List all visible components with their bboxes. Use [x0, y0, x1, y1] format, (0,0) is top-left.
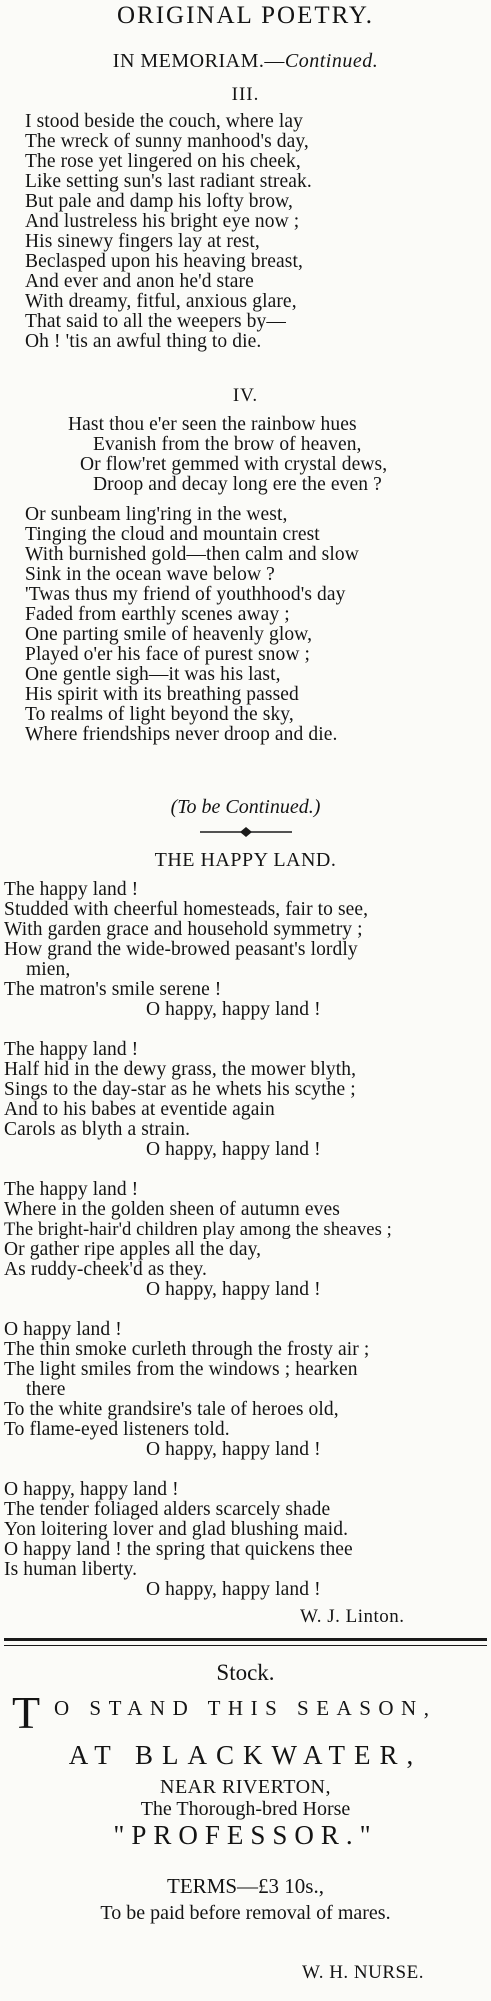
- section-heading-stock: Stock.: [216, 1660, 275, 1685]
- verse-line: The happy land !: [4, 1039, 139, 1060]
- verse-line: there: [26, 1379, 66, 1400]
- advert-near: NEAR RIVERTON,: [160, 1776, 331, 1798]
- poem-title-happy-land: THE HAPPY LAND.: [154, 849, 337, 871]
- advert-signature: W. H. NURSE.: [302, 1962, 424, 1983]
- verse-line: Oh ! 'tis an awful thing to die.: [25, 331, 262, 352]
- verse-line: Played o'er his face of purest snow ;: [25, 644, 311, 665]
- verse-line: Or gather ripe apples all the day,: [4, 1239, 262, 1260]
- verse-line: To realms of light beyond the sky,: [25, 704, 294, 725]
- advert-line-1: O STAND THIS SEASON,: [54, 1696, 437, 1720]
- verse-line: Studded with cheerful homesteads, fair to see,: [4, 899, 369, 920]
- poem-title-memoriam: [0, 50, 491, 73]
- verse-line: Half hid in the dewy grass, the mower blyth,: [4, 1059, 357, 1080]
- verse-line: mien,: [26, 959, 71, 980]
- verse-line: But pale and damp his lofty brow,: [25, 191, 293, 212]
- verse-line: With garden grace and household symmetry ;: [4, 919, 363, 940]
- verse-line: Hast thou e'er seen the rainbow hues: [68, 414, 357, 435]
- verse-line: Or flow'ret gemmed with crystal dews,: [80, 454, 388, 475]
- verse-line: And lustreless his bright eye now ;: [25, 211, 300, 232]
- verse-line: His sinewy fingers lay at rest,: [25, 231, 260, 252]
- verse-line: Sink in the ocean wave below ?: [25, 564, 275, 585]
- verse-line: I stood beside the couch, where lay: [25, 111, 304, 132]
- advert-terms: TERMS—£3 10s.,: [167, 1874, 324, 1898]
- verse-line: How grand the wide-browed peasant's lordly: [4, 939, 358, 960]
- verse-line: Evanish from the brow of heaven,: [93, 434, 362, 455]
- poem-title-continued: Continued.: [284, 50, 379, 72]
- double-rule-bottom: [4, 1645, 487, 1646]
- verse-line: And ever and anon he'd stare: [25, 271, 254, 292]
- ornament-divider: [200, 826, 292, 838]
- advert-horse-name: "PROFESSOR.": [113, 1820, 378, 1850]
- verse-line: Is human liberty.: [4, 1559, 138, 1580]
- verse-line: And to his babes at eventide again: [4, 1099, 275, 1120]
- verse-line: Like setting sun's last radiant streak.: [25, 171, 312, 192]
- advert-horse-type: The Thorough-bred Horse: [140, 1798, 351, 1820]
- verse-line: To the white grandsire's tale of heroes old,: [4, 1399, 339, 1420]
- verse-line: The light smiles from the windows ; hearken: [4, 1359, 358, 1380]
- verse-line: O happy land ! the spring that quickens thee: [4, 1539, 353, 1560]
- verse-line: To flame-eyed listeners told.: [4, 1419, 230, 1440]
- section-numeral-iii: III.: [231, 84, 260, 105]
- verse-line: Beclasped upon his heaving breast,: [25, 251, 303, 272]
- advert-location: AT BLACKWATER,: [68, 1740, 423, 1770]
- verse-refrain: O happy, happy land !: [146, 1139, 321, 1160]
- verse-line: Where in the golden sheen of autumn eves: [4, 1199, 340, 1220]
- section-numeral-iv: IV.: [232, 385, 259, 406]
- verse-line: Droop and decay long ere the even ?: [93, 474, 382, 495]
- verse-line: Sings to the day-star as he whets his scythe ;: [4, 1079, 356, 1100]
- double-rule-top: [4, 1638, 487, 1641]
- verse-line: The matron's smile serene !: [4, 979, 222, 1000]
- verse-line: As ruddy-cheek'd as they.: [4, 1259, 207, 1280]
- verse-line: With dreamy, fitful, anxious glare,: [25, 291, 297, 312]
- poem-author: W. J. Linton.: [300, 1606, 405, 1627]
- verse-line: His spirit with its breathing passed: [25, 684, 299, 705]
- verse-refrain: O happy, happy land !: [146, 1279, 321, 1300]
- verse-line: One gentle sigh—it was his last,: [25, 664, 281, 685]
- poem-title-main: IN MEMORIAM.—: [112, 50, 285, 72]
- verse-line: The thin smoke curleth through the frosty air ;: [4, 1339, 370, 1360]
- verse-line: 'Twas thus my friend of youthhood's day: [25, 584, 346, 605]
- verse-line: The wreck of sunny manhood's day,: [25, 131, 309, 152]
- page-title: ORIGINAL POETRY.: [116, 2, 374, 29]
- verse-line: The rose yet lingered on his cheek,: [25, 151, 301, 172]
- verse-line: With burnished gold—then calm and slow: [25, 544, 359, 565]
- verse-line: Or sunbeam ling'ring in the west,: [25, 504, 288, 525]
- verse-line: The tender foliaged alders scarcely shade: [4, 1499, 331, 1520]
- advert-terms-note: To be paid before removal of mares.: [100, 1902, 391, 1924]
- verse-line: The happy land !: [4, 1179, 139, 1200]
- verse-line: One parting smile of heavenly glow,: [25, 624, 313, 645]
- verse-refrain: O happy, happy land !: [146, 1579, 321, 1600]
- verse-line: The bright-hair'd children play among the sheaves ;: [4, 1219, 392, 1240]
- verse-line: Tinging the cloud and mountain crest: [25, 524, 320, 545]
- verse-refrain: O happy, happy land !: [146, 999, 321, 1020]
- verse-line: Carols as blyth a strain.: [4, 1119, 191, 1140]
- verse-line: Where friendships never droop and die.: [25, 724, 338, 745]
- verse-line: Yon loitering lover and glad blushing maid.: [4, 1519, 349, 1540]
- verse-line: The happy land !: [4, 879, 139, 900]
- verse-refrain: O happy, happy land !: [146, 1439, 321, 1460]
- verse-line: O happy land !: [4, 1319, 122, 1340]
- drop-cap: T: [12, 1687, 41, 1738]
- to-be-continued: (To be Continued.): [170, 796, 321, 818]
- verse-line: O happy, happy land !: [4, 1479, 179, 1500]
- verse-line: That said to all the weepers by—: [25, 311, 286, 332]
- verse-line: Faded from earthly scenes away ;: [25, 604, 290, 625]
